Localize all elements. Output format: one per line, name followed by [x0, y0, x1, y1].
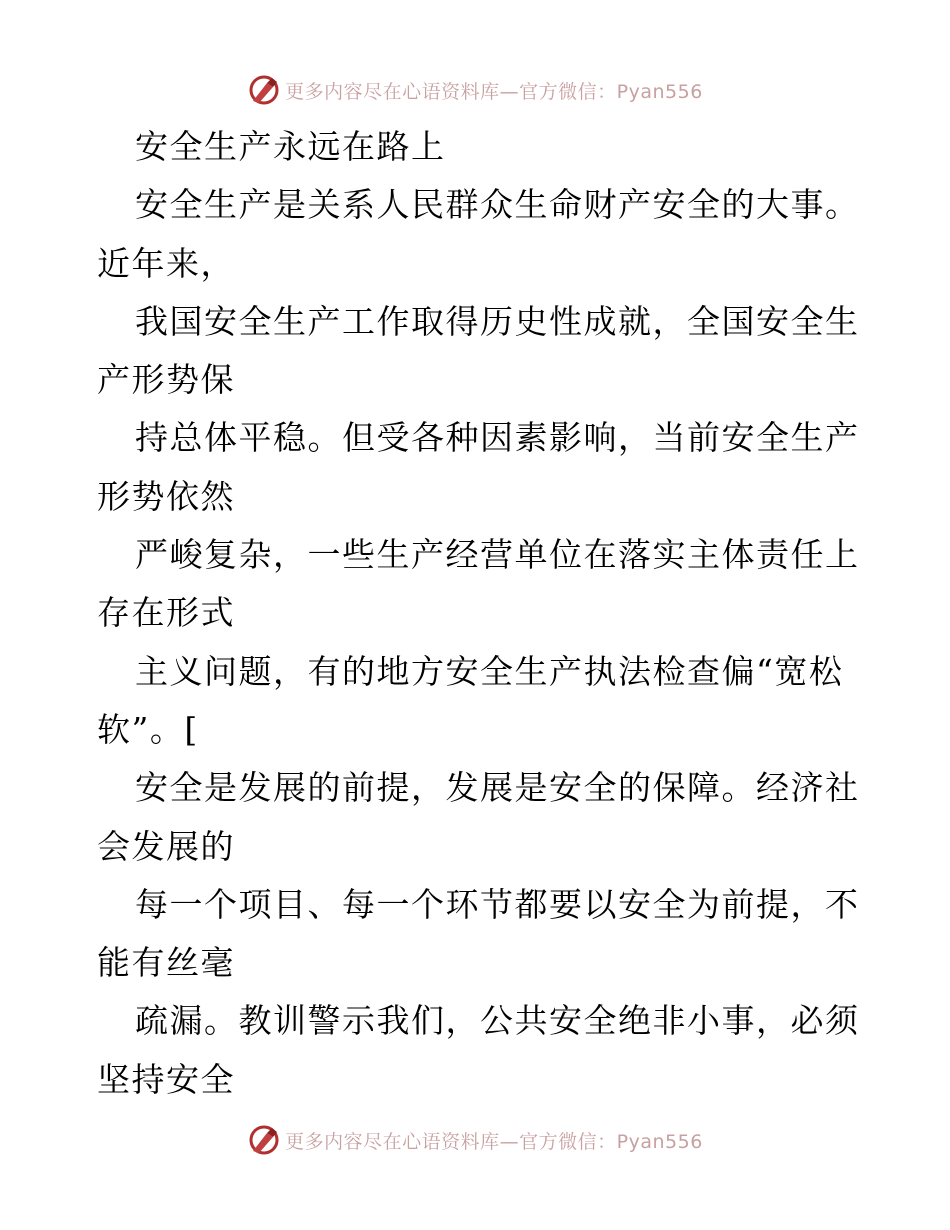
text-line: 安全是发展的前提，发展是安全的保障。经济社	[135, 768, 860, 808]
text-line: 形势依然	[97, 476, 235, 516]
text-line: 会发展的	[97, 826, 235, 866]
text-line: 严峻复杂，一些生产经营单位在落实主体责任上	[135, 535, 860, 575]
text-line: 近年来，	[97, 243, 235, 283]
text-line: 主义问题，有的地方安全生产执法检查偏“宽松	[135, 651, 844, 691]
text-line: 坚持安全	[97, 1059, 235, 1099]
document-body	[97, 118, 860, 1109]
text-line: 持总体平稳。但受各种因素影响，当前安全生产	[135, 418, 860, 458]
text-line: 存在形式	[97, 593, 235, 633]
header-banner-text: 更多内容尽在心语资料库—官方微信：Pyan556	[285, 80, 703, 103]
footer-banner-text: 更多内容尽在心语资料库—官方微信：Pyan556	[285, 1130, 703, 1153]
pen-nib-logo-icon	[247, 73, 281, 107]
document-title: 安全生产永远在路上	[135, 127, 446, 166]
text-line: 软”。[	[97, 709, 199, 749]
text-line: 每一个项目、每一个环节都要以安全为前提，不	[135, 884, 860, 924]
pen-nib-logo-icon	[247, 1123, 281, 1157]
text-line: 能有丝毫	[97, 943, 235, 983]
text-line: 疏漏。教训警示我们，公共安全绝非小事，必须	[135, 1001, 860, 1041]
text-line: 我国安全生产工作取得历史性成就，全国安全生	[135, 301, 860, 341]
text-line: 产形势保	[97, 360, 235, 400]
header-banner	[0, 70, 950, 110]
footer-banner	[0, 1120, 950, 1160]
text-line: 安全生产是关系人民群众生命财产安全的大事。	[135, 185, 860, 225]
